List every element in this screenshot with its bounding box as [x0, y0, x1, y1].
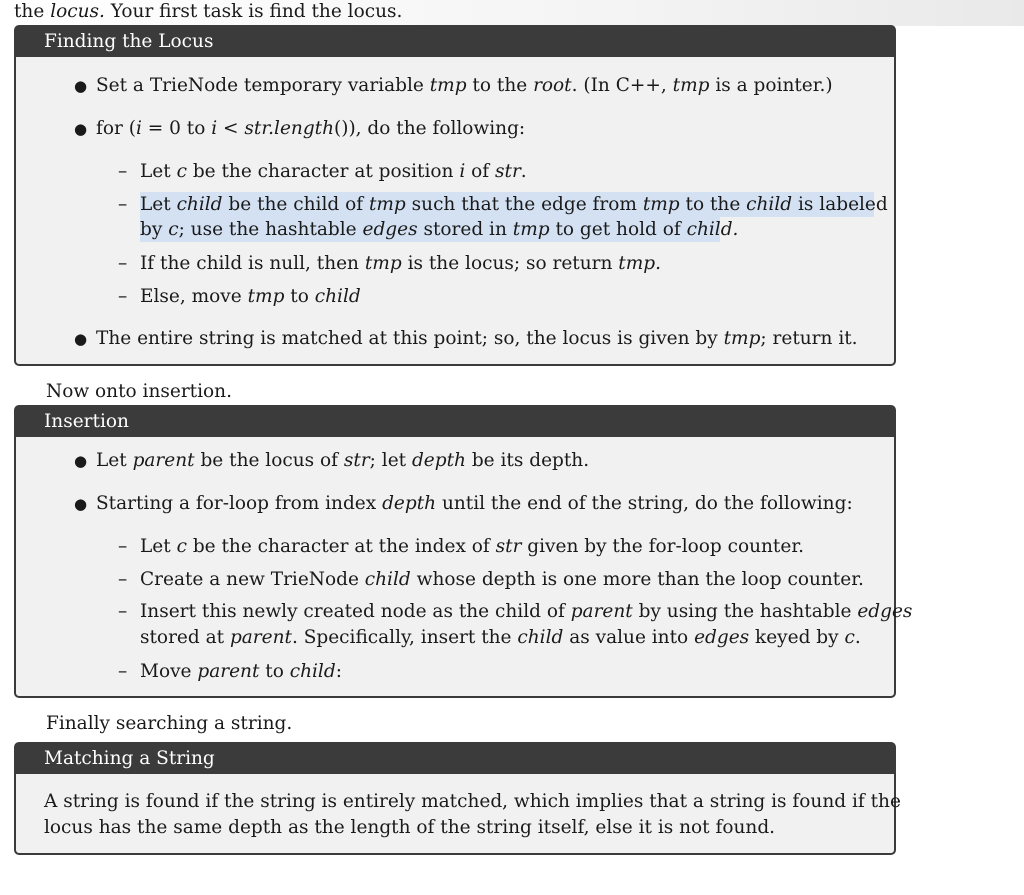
insertion-step-1: Let c be the character at the index of str given by the for-loop counter. — [140, 536, 805, 557]
insertion-step-4: Move parent to child: — [140, 661, 342, 682]
finding-locus-box — [14, 25, 896, 366]
finding-bullet-3: The entire string is matched at this point; so, the locus is given by tmp; return it. — [96, 328, 858, 349]
finding-step-2-line-1: Let child be the child of tmp such that the edge from tmp to the child is labeled — [140, 194, 888, 215]
insertion-step-3-line-1: Insert this newly created node as the child of parent by using the hashtable edges — [140, 601, 913, 622]
dash-icon: – — [118, 569, 128, 590]
bullet-icon: ● — [74, 77, 88, 95]
dash-icon: – — [118, 286, 128, 307]
insertion-bullet-2: Starting a for-loop from index depth until the end of the string, do the following: — [96, 493, 853, 514]
matching-box — [14, 742, 901, 855]
finding-step-2-line-2: by c; use the hashtable edges stored in tmp to get hold of child. — [140, 219, 739, 240]
matching-line-2: locus has the same depth as the length of the string itself, else it is not found. — [44, 817, 776, 838]
finding-bullet-2: for (i = 0 to i < str.length()), do the following: — [96, 118, 526, 139]
finding-bullet-1: Set a TrieNode temporary variable tmp to the root. (In C++, tmp is a pointer.) — [96, 75, 833, 96]
insertion-title: Insertion — [16, 407, 894, 437]
dash-icon: – — [118, 194, 128, 215]
bullet-icon: ● — [74, 330, 88, 348]
bullet-icon: ● — [74, 120, 88, 138]
finding-step-1: Let c be the character at position i of str. — [140, 161, 527, 182]
matching-line-1: A string is found if the string is entirely matched, which implies that a string is found if the — [44, 791, 901, 812]
finding-step-4: Else, move tmp to child — [140, 286, 361, 307]
bullet-icon: ● — [74, 452, 88, 470]
insertion-box — [14, 405, 913, 698]
insertion-step-2: Create a new TrieNode child whose depth is one more than the loop counter. — [140, 569, 864, 590]
dash-icon: – — [118, 253, 128, 274]
finding-step-3: If the child is null, then tmp is the locus; so return tmp. — [140, 253, 661, 274]
between-text-1: Now onto insertion. — [46, 381, 232, 402]
dash-icon: – — [118, 601, 128, 622]
matching-title: Matching a String — [16, 744, 894, 774]
dash-icon: – — [118, 161, 128, 182]
dash-icon: – — [118, 661, 128, 682]
bullet-icon: ● — [74, 495, 88, 513]
intro-text: the locus. Your first task is find the locus. — [14, 1, 403, 22]
finding-locus-title: Finding the Locus — [16, 27, 894, 57]
insertion-step-3-line-2: stored at parent. Specifically, insert the child as value into edges keyed by c. — [140, 627, 861, 648]
between-text-2: Finally searching a string. — [46, 713, 293, 734]
dash-icon: – — [118, 536, 128, 557]
insertion-bullet-1: Let parent be the locus of str; let depth be its depth. — [96, 450, 590, 471]
